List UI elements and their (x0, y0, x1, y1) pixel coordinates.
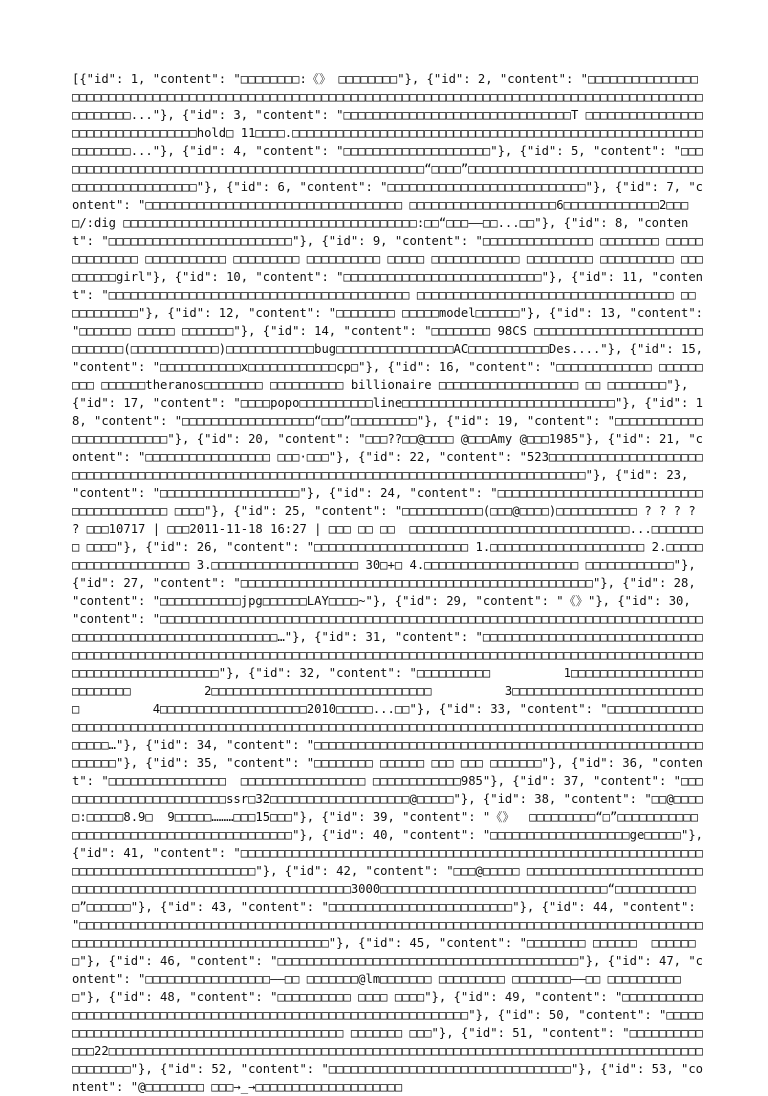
json-content-text: [{"id": 1, "content": "□□□□□□□□:《》 □□□□□□□□"}, {"id": 2, "content": "□□□□□□□□□□□□□□□□□□□□□□□□□□□□□□□□□□□□□□□□□□□□□□□□□□□□□□□□□□□□□□□□□□□□□□□□□□□□□□□□□□□□□□□□□□□□□□□□□□□□□□□□□□□□□..."}, {"id": 3, "content": "□□□□□□□□□□□□□□□□□□□□□□□□□□□□□□□T □□□□□□□□□□□□□□□□□□□□□□□□□□□□□□□□□hold□ 11□□□□.□□□□□□□□□□□□□□□□□□□□□□□□□□□□□□□□□□□□□□□□□□□□□□□□□□□□□□□□□□□□□□□□..."}, {"id": 4, "content": "□□□□□□□□□□□□□□□□□□□□"}, {"id": 5, "content": "□□□□□□□□□□□□□□□□□□□□□□□□□□□□□□□□□□□□□□□□□□□□□□□□□□□“□□□□”□□□□□□□□□□□□□□□□□□□□□□□□□□□□□□□□□□□□□□□□□□□□□□□□□"}, {"id": 6, "content": "□□□□□□□□□□□□□□□□□□□□□□□□□□□"}, {"id": 7, "content": "□□□□□□□□□□□□□□□□□□□□□□□□□□□□□□□□□□□ □□□□□□□□□□□□□□□□□□□□6□□□□□□□□□□□□□2□□□□/:dig □□□□□□□□□□□□□□□□□□□□□□□□□□□□□□□□□□□□□□□□:□□“□□□——□□...□□"}, {"id": 8, "content": "□□□□□□□□□□□□□□□□□□□□□□□□□"}, {"id": 9, "content": "□□□□□□□□□□□□□□□ □□□□□□□□ □□□□□□□□□□□□□□ □□□□□□□□□□□ □□□□□□□□□ □□□□□□□□□□ □□□□□ □□□□□□□□□□□□ □□□□□□□□□ □□□□□□□□□□ □□□□□□□□□girl"}, {"id": 10, "content": "□□□□□□□□□□□□□□□□□□□□□□□□□□□"}, {"id": 11, "content": "□□□□□□□□□□□□□□□□□□□□□□□□□□□□□□□□□□□□□□□□□ □□□□□□□□□□□□□□□□□□□□□□□□□□□□□□□□□□□ □□ □□□□□□□□□"}, {"id": 12, "content": "□□□□□□□□ □□□□□model□□□□□□"}, {"id": 13, "content": "□□□□□□□ □□□□□ □□□□□□□"}, {"id": 14, "content": "□□□□□□□□ 98CS □□□□□□□□□□□□□□□□□□□□□□□□□□□□□□(□□□□□□□□□□□□)□□□□□□□□□□□□bug□□□□□□□□□□□□□□□□AC□□□□□□□□□□□Des...."}, {"id": 15, "content": "□□□□□□□□□□□x□□□□□□□□□□□□cp□"}, {"id": 16, "content": "□□□□□□□□□□□□□ □□□□□□□□□ □□□□□□theranos□□□□□□□□ □□□□□□□□□□ billionaire □□□□□□□□□□□□□□□□□□□ □□ □□□□□□□□"}, {"id": 17, "content": "□□□□popo□□□□□□□□□□line□□□□□□□□□□□□□□□□□□□□□□□□□□□□□"}, {"id": 18, "content": "□□□□□□□□□□□□□□□□□□“□□□”□□□□□□□□□"}, {"id": 19, "content": "□□□□□□□□□□□□□□□□□□□□□□□□□"}, {"id": 20, "content": "□□□??□□@□□□□ @□□□Amy @□□□1985"}, {"id": 21, "content": "□□□□□□□□□□□□□□□□□ □□□·□□□"}, {"id": 22, "content": "523□□□□□□□□□□□□□□□□□□□□□□□□□□□□□□□□□□□□□□□□□□□□□□□□□□□□□□□□□□□□□□□□□□□□□□□□□□□□□□□□□□□□□□□□□□□"}, {"id": 23, "content": "□□□□□□□□□□□□□□□□□□□"}, {"id": 24, "content": "□□□□□□□□□□□□□□□□□□□□□□□□□□□□□□□□□□□□□□□□□ □□□□"}, {"id": 25, "content": "□□□□□□□□□□□(□□□@□□□□)□□□□□□□□□□□ ? ? ? ? ? □□□10717 | □□□2011-11-18 16:27 | □□□ □□ □□ □□□□□□□□□□□□□□□□□□□□□□□□□□□□□□...□□□□□□□□ □□□□"}, {"id": 26, "content": "□□□□□□□□□□□□□□□□□□□□□ 1.□□□□□□□□□□□□□□□□□□□□□ 2.□□□□□□□□□□□□□□□□□□□□□ 3.□□□□□□□□□□□□□□□□□□□□ 30□+□ 4.□□□□□□□□□□□□□□□□□□□□□ □□□□□□□□□□□□"}, {"id": 27, "content": "□□□□□□□□□□□□□□□□□□□□□□□□□□□□□□□□□□□□□□□□□□□□□□□□"}, {"id": 28, "content": "□□□□□□□□□□□jpg□□□□□□LAY□□□□~"}, {"id": 29, "content": "《》"}, {"id": 30, "content": "□□□□□□□□□□□□□□□□□□□□□□□□□□□□□□□□□□□□□□□□□□□□□□□□□□□□□□□□□□□□□□□□□□□□□□□□□□□□□□□□□□□□□□□□□□□□□□□□□□□□□□…"}, {"id": 31, "content": "□□□□□□□□□□□□□□□□□□□□□□□□□□□□□□□□□□□□□□□□□□□□□□□□□□□□□□□□□□□□□□□□□□□□□□□□□□□□□□□□□□□□□□□□□□□□□□□□□□□□□□□□□□□□□□□□□□□□□□□□□□□□□□□□□□□□□□□□"}, {"id": 32, "content": "□□□□□□□□□□ 1□□□□□□□□□□□□□□□□□□□□□□□□□□ 2□□□□□□□□□□□□□□□□□□□□□□□□□□□□□□ 3□□□□□□□□□□□□□□□□□□□□□□□□□□□ 4□□□□□□□□□□□□□□□□□□□□2010□□□□□...□□"}, {"id": 33, "content": "□□□□□□□□□□□□□□□□□□□□□□□□□□□□□□□□□□□□□□□□□□□□□□□□□□□□□□□□□□□□□□□□□□□□□□□□□□□□□□□□□□□□□□□□□□□□□□□□□□□□□□□□…"}, {"id": 34, "content": "□□□□□□□□□□□□□□□□□□□□□□□□□□□□□□□□□□□□□□□□□□□□□□□□□□□□□□□□□□□"}, {"id": 35, "content": "□□□□□□□□ □□□□□□ □□□ □□□ □□□□□□□"}, {"id": 36, "content": "□□□□□□□□□□□□□□□□ □□□□□□□□□□□□□□□□□ □□□□□□□□□□□□985"}, {"id": 37, "content": "□□□□□□□□□□□□□□□□□□□□□□□□ssr□32□□□□□□□□□□□□□□□□□□□@□□□□□"}, {"id": 38, "content": "□□@□□□□□:□□□□□8.9□ 9□□□□□………□□□15□□□"}, {"id": 39, "content": "《》 □□□□□□□□□“□”□□□□□□□□□□□□□□□□□□□□□□□□□□□□□□□□□□□□□□□□□"}, {"id": 40, "content": "□□□□□□□□□□□□□□□□□□□ge□□□□□"}, {"id": 41, "content": "□□□□□□□□□□□□□□□□□□□□□□□□□□□□□□□□□□□□□□□□□□□□□□□□□□□□□□□□□□□□□□□□□□□□□□□□□□□□□□□□□□□□□□□□"}, {"id": 42, "content": "□□□@□□□□□ □□□□□□□□□□□□□□□□□□□□□□□□□□□□□□□□□□□□□□□□□□□□□□□□□□□□□□□□□□□□□□3000□□□□□□□□□□□□□□□□□□□□□□□□□□□□□□□“□□□□□□□□□□□□”□□□□□□"}, {"id": 43, "content": "□□□□□□□□□□□□□□□□□□□□□□□□□"}, {"id": 44, "content": "□□□□□□□□□□□□□□□□□□□□□□□□□□□□□□□□□□□□□□□□□□□□□□□□□□□□□□□□□□□□□□□□□□□□□□□□□□□□□□□□□□□□□□□□□□□□□□□□□□□□□□□□□□□□□□□□□□□□□□□□"}, {"id": 45, "content": "□□□□□□□□ □□□□□□ □□□□□□□"}, {"id": 46, "content": "□□□□□□□□□□□□□□□□□□□□□□□□□□□□□□□□□□□□□□□□□"}, {"id": 47, "content": "□□□□□□□□□□□□□□□□□——□□ □□□□□□□@lm□□□□□□□ □□□□□□□□□ □□□□□□□□——□□ □□□□□□□□□□□"}, {"id": 48, "content": "□□□□□□□□□□ □□□□ □□□□"}, {"id": 49, "content": "□□□□□□□□□□□□□□□□□□□□□□□□□□□□□□□□□□□□□□□□□□□□□□□□□□□□□□□□□□□□□□□□□"}, {"id": 50, "content": "□□□□□□□□□□□□□□□□□□□□□□□□□□□□□□□□□□□□□□□□□□ □□□□□□□ □□□"}, {"id": 51, "content": "□□□□□□□□□□□□□22□□□□□□□□□□□□□□□□□□□□□□□□□□□□□□□□□□□□□□□□□□□□□□□□□□□□□□□□□□□□□□□□□□□□□□□□□□□□□□□□□□□□□□□□□"}, {"id": 52, "content": "□□□□□□□□□□□□□□□□□□□□□□□□□□□□□□□□□"}, {"id": 53, "content": "@□□□□□□□□ □□□→_→□□□□□□□□□□□□□□□□□□□□ (72, 72, 711, 1094)
document-page (72, 70, 711, 1094)
